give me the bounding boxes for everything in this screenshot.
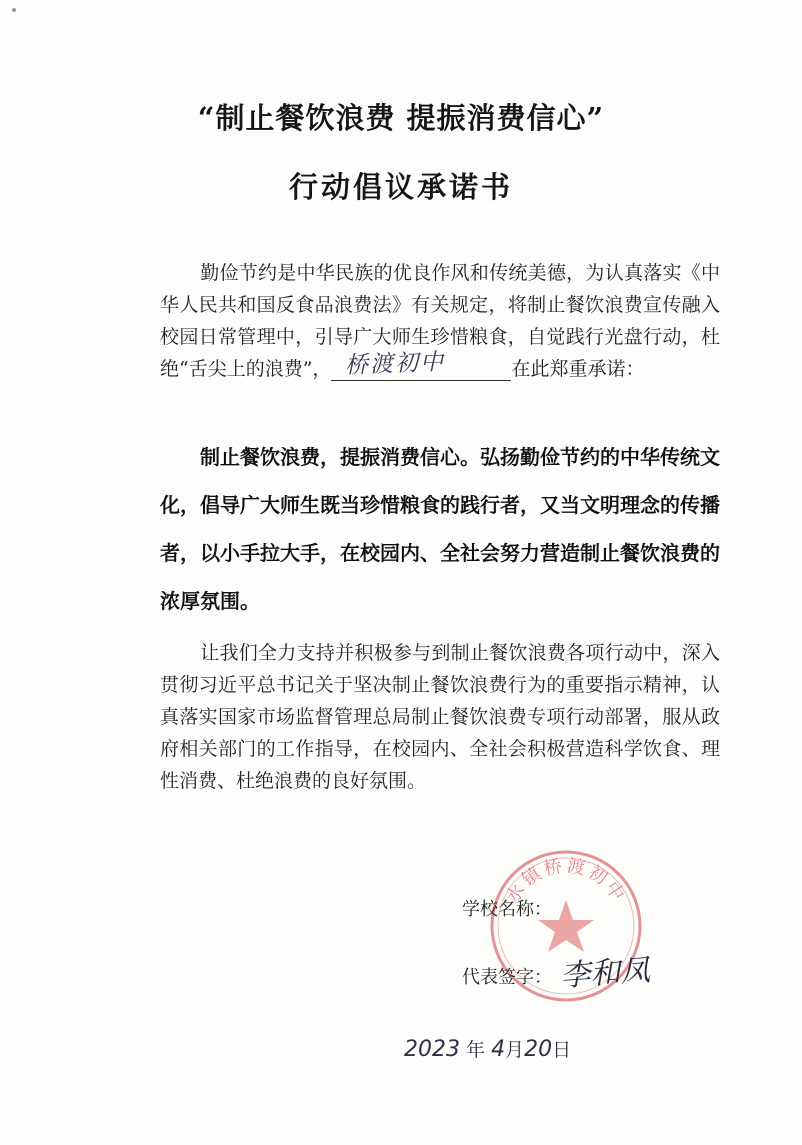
representative-signature: 李和凤: [559, 952, 652, 995]
date-year: 2023: [404, 1037, 460, 1062]
paragraph-1: [160, 257, 720, 385]
school-name-blank: [331, 349, 511, 381]
date-month-unit: 月: [505, 1039, 525, 1061]
date-month: 4: [491, 1037, 506, 1062]
paragraph-3: [160, 637, 720, 797]
date-year-unit: 年: [466, 1039, 486, 1061]
title-line-1: “制止餐饮浪费 提振消费信心”: [197, 101, 605, 135]
date-day-unit: 日: [552, 1039, 572, 1061]
paragraph-1-ending: 在此郑重承诺：: [511, 358, 645, 380]
school-name-handwritten: 桥渡初中: [345, 349, 446, 379]
scan-speck: [12, 8, 16, 12]
paragraph-1-text: 勤俭节约是中华民族的优良作风和传统美德，为认真落实《中华人民共和国反食品浪费法》有关规定，将制止餐饮浪费宣传融入校园日常管理中，引导广大师生珍惜粮食，自觉践行光盘行动，杜绝“舌尖上的浪费”，: [160, 262, 720, 380]
paragraph-3-text: 让我们全力支持并积极参与到制止餐饮浪费各项行动中，深入贯彻习近平总书记关于坚决制止餐饮浪费行为的重要指示精神，认真落实国家市场监督管理总局制止餐饮浪费专项行动部署，服从政府相关部门的工作指导，在校园内、全社会积极营造科学饮食、理性消费、杜绝浪费的良好氛围。: [160, 642, 720, 792]
paragraph-2: [160, 433, 720, 625]
paragraph-2-text: 制止餐饮浪费，提振消费信心。弘扬勤俭节约的中华传统文化，倡导广大师生既当珍惜粮食的践行者，又当文明理念的传播者，以小手拉大手，在校园内、全社会努力营造制止餐饮浪费的浓厚氛围。: [160, 445, 720, 613]
seal-text: 水镇桥渡初中: [502, 855, 630, 908]
date-day: 20: [524, 1037, 553, 1062]
school-name-label: 学校名称：: [462, 899, 552, 920]
signing-date: [404, 1035, 571, 1062]
representative-signature-label: 代表签字：: [462, 967, 552, 988]
title-line-2: 行动倡议承诺书: [288, 170, 513, 204]
